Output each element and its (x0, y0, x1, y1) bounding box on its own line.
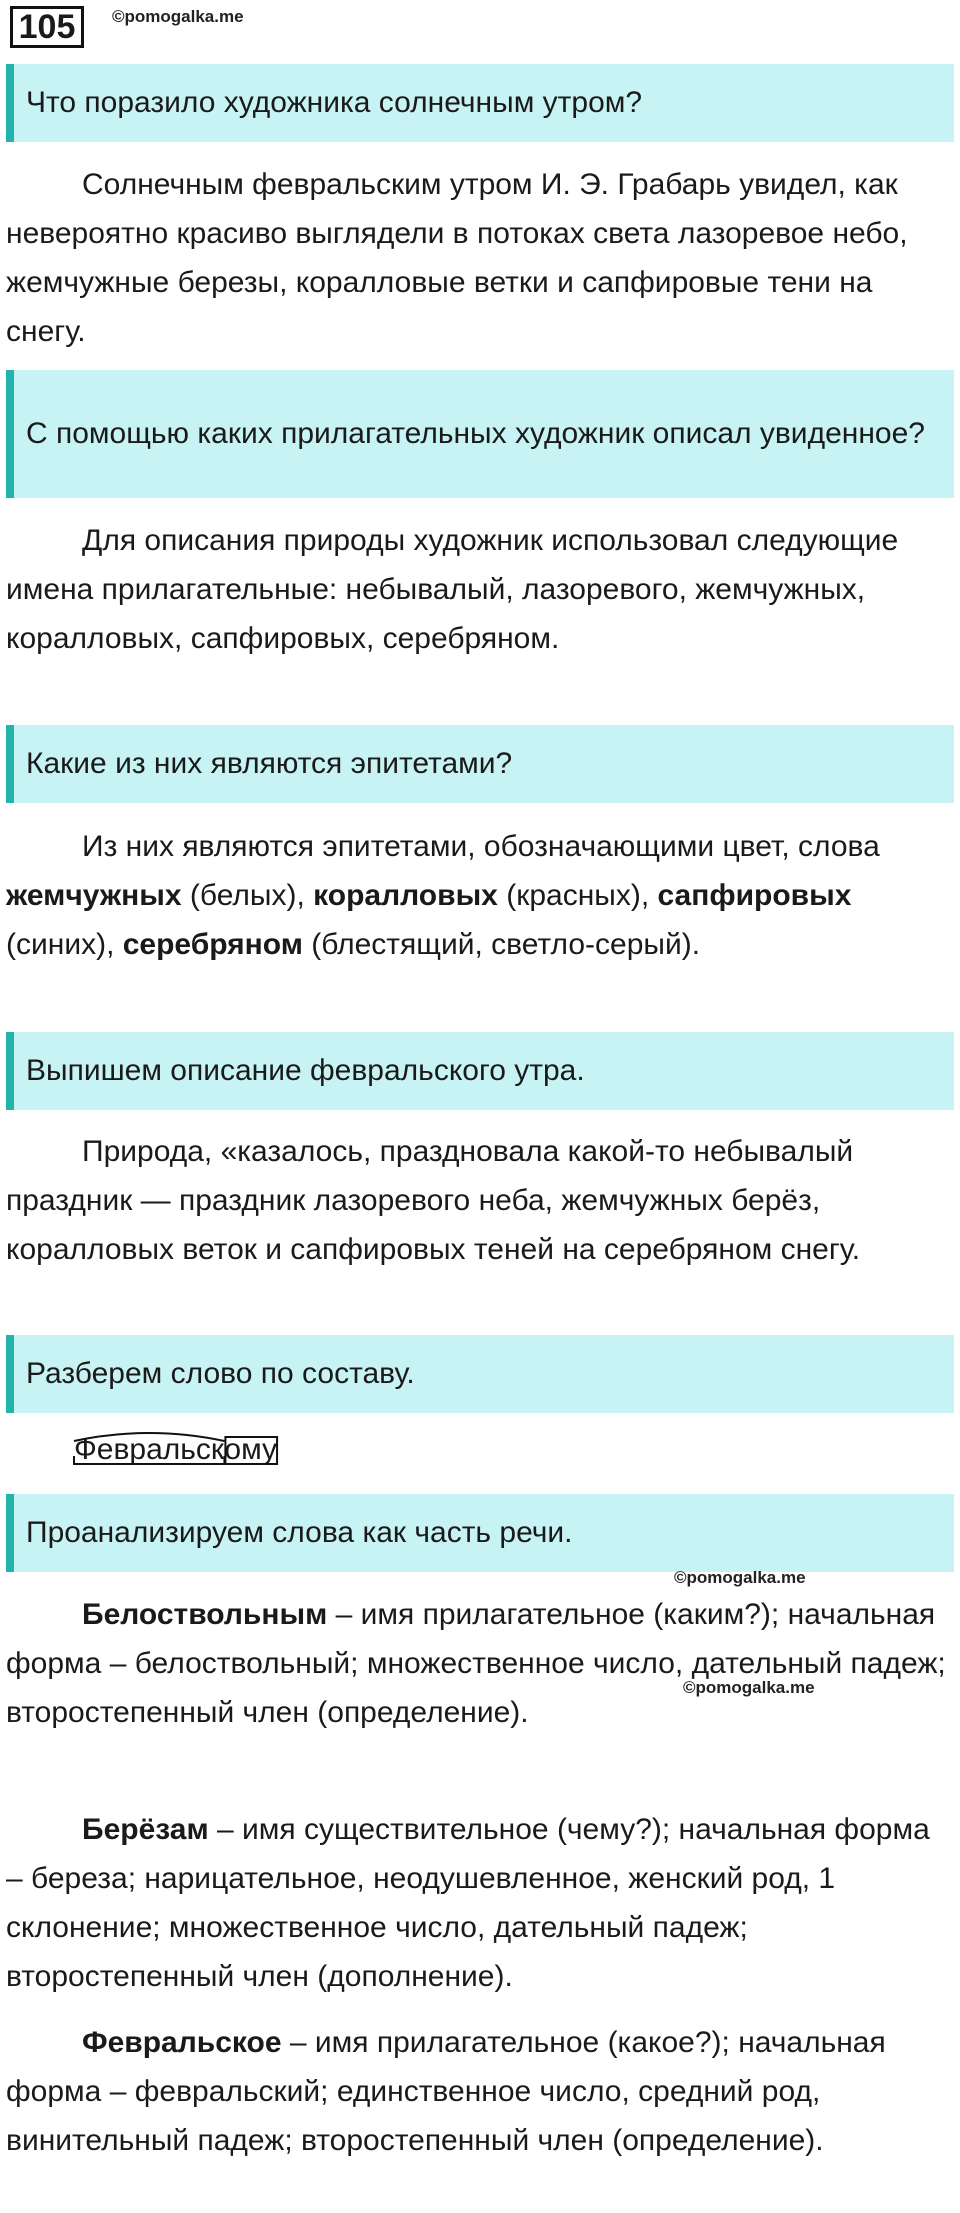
answer-text: (красных), (497, 879, 658, 912)
watermark: ©pomogalka.me (112, 7, 244, 26)
question-text: Разберем слово по составу. (26, 1357, 415, 1390)
answer-text: (блестящий, светло-серый). (302, 928, 701, 961)
question-box (6, 1494, 954, 1572)
question-text: Какие из них являются эпитетами? (26, 747, 513, 780)
analysis-paragraph (6, 1805, 952, 2001)
answer-paragraph: Природа, «казалось, праздновала какой-то небывалый праздник — праздник лазоревого неба, жемчужных берёз, коралловых веток и сапфировых теней на серебряном снегу. (6, 1135, 861, 1266)
question-text: С помощью каких прилагательных художник описал увиденное? (26, 417, 925, 450)
analysis-text: – имя прилагательное (какое?); начальная форма – февральский; единственное число, средний род, винительный падеж; второстепенный член (определение). (6, 2026, 886, 2157)
question-text: Выпишем описание февральского утра. (26, 1054, 585, 1087)
answer-text: (синих), (6, 928, 123, 961)
epithet-word: коралловых (313, 879, 498, 912)
epithet-word: серебряном (122, 928, 303, 961)
question-box (6, 370, 954, 498)
question-box (6, 64, 954, 142)
question-box (6, 1335, 954, 1413)
answer-paragraph: Солнечным февральским утром И. Э. Грабарь увидел, как невероятно красиво выглядели в потоках света лазоревое небо, жемчужные березы, коралловые ветки и сапфировые тени на снегу. (6, 168, 908, 348)
answer-paragraph: Для описания природы художник использовал следующие имена прилагательные: небывалый, лазоревого, жемчужных, коралловых, сапфировых, серебряном. (6, 524, 899, 655)
question-text: Что поразило художника солнечным утром? (26, 86, 643, 119)
question-box (6, 725, 954, 803)
exercise-number: 105 (10, 6, 84, 48)
watermark: ©pomogalka.me (683, 1678, 815, 1697)
stem-part: Февральск (74, 1433, 225, 1466)
epithet-word: сапфировых (657, 879, 852, 912)
analysis-text: – имя прилагательное (каким?); начальная форма – белоствольный; множественное число, дательный падеж; второстепенный член (определение). (6, 1598, 946, 1729)
answer-paragraph (6, 822, 952, 969)
question-text: Проанализируем слова как часть речи. (26, 1516, 573, 1549)
analysis-word: Берёзам (82, 1813, 209, 1846)
question-box (6, 1032, 954, 1110)
answer-text: Из них являются эпитетами, обозначающими цвет, слова (82, 830, 880, 863)
epithet-word: жемчужных (6, 879, 182, 912)
analysis-paragraph (6, 2018, 952, 2165)
morpheme-marks (70, 1424, 310, 1484)
analysis-word: Белоствольным (82, 1598, 328, 1631)
watermark: ©pomogalka.me (674, 1568, 806, 1587)
analysis-paragraph (6, 1590, 952, 1737)
stem-arc (74, 1433, 224, 1441)
morpheme-analysis (70, 1424, 310, 1484)
ending-box (225, 1437, 277, 1464)
analysis-word: Февральское (82, 2026, 282, 2059)
answer-text: (белых), (181, 879, 314, 912)
ending-part: ому (224, 1433, 278, 1466)
analysis-text: – имя существительное (чему?); начальная форма – береза; нарицательное, неодушевленное, женский род, 1 склонение; множественное число, дательный падеж; второстепенный член (дополнение). (6, 1813, 930, 1993)
stem-bracket (74, 1456, 224, 1464)
